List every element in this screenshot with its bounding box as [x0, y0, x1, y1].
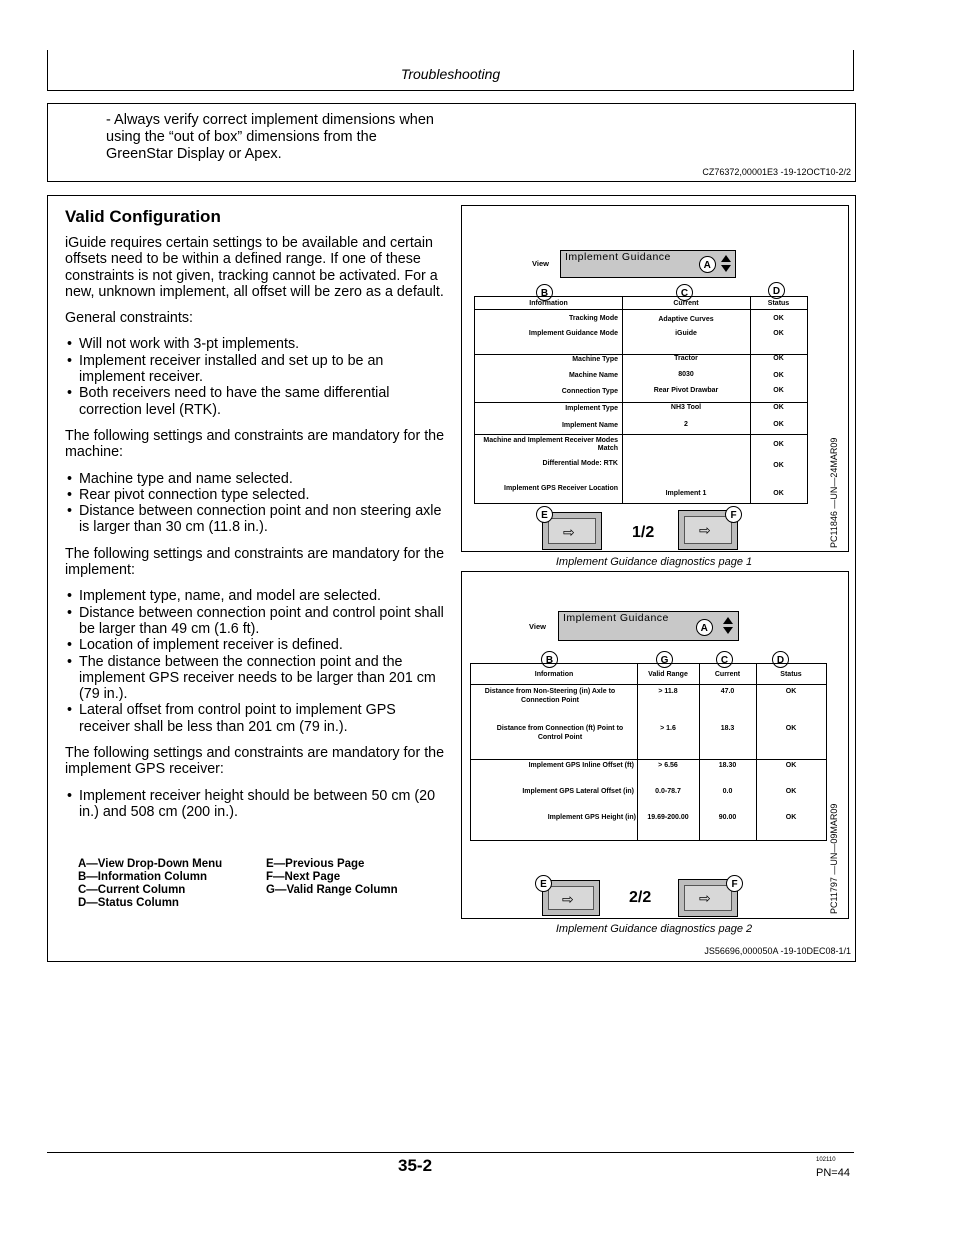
current-cell: 18.3: [720, 725, 735, 732]
view-label: View: [532, 259, 549, 268]
previous-page-icon: ⇨: [562, 891, 574, 907]
general-constraints-label: General constraints:: [65, 310, 193, 327]
current-cell: 18.30: [718, 762, 737, 769]
footer-code: 102110: [816, 1157, 836, 1163]
implement-constraints-label: The following settings and constraints are mandatory for the implement:: [65, 545, 445, 579]
intro-paragraph: iGuide requires certain settings to be available and certain offsets need to be within a defined range. If one of these constraints is not given, tracking cannot be activated. For a new, unknown implement, all offset will be zero as a default.: [65, 235, 444, 300]
header-information: Information: [529, 300, 568, 307]
dropdown-value: Implement Guidance: [565, 251, 671, 263]
general-constraints-list: [65, 336, 447, 417]
status-cell: OK: [773, 330, 784, 337]
current-cell: 8030: [678, 371, 694, 378]
status-cell: OK: [773, 462, 784, 469]
info-cell: Implement GPS Inline Offset (ft): [528, 762, 634, 769]
header-status: Status: [780, 671, 802, 678]
machine-constraints-list: [65, 471, 447, 536]
diagnostics-table: [470, 663, 827, 841]
info-cell: Implement GPS Lateral Offset (in): [522, 788, 634, 795]
header-valid-range: Valid Range: [648, 671, 688, 678]
legend-item: E—Previous Page: [266, 858, 365, 870]
list-item: • Both receivers need to have the same differential correction level (RTK).: [65, 385, 447, 418]
status-cell: OK: [773, 421, 784, 428]
list-item: • Will not work with 3-pt implements.: [65, 336, 447, 352]
arrow-down-icon: [723, 627, 733, 634]
range-cell: 19.69-200.00: [647, 814, 689, 821]
callout-b: B: [536, 284, 553, 301]
callout-f: F: [725, 506, 742, 523]
row-divider: [475, 402, 807, 403]
legend-item: G—Valid Range Column: [266, 884, 398, 896]
footer-rule: [47, 1152, 854, 1153]
header-status: Status: [767, 300, 790, 307]
current-cell: Implement 1: [665, 490, 707, 497]
current-cell: Rear Pivot Drawbar: [653, 387, 719, 394]
list-item: • Implement type, name, and model are selected.: [65, 588, 447, 604]
info-cell: Machine Name: [568, 372, 618, 379]
next-page-icon: ⇨: [699, 890, 711, 906]
header-information: Information: [534, 671, 574, 678]
note-text: - Always verify correct implement dimensions when using the “out of box” dimensions from the GreenStar Display or Apex.: [106, 112, 434, 162]
list-item: • Distance between connection point and control point shall be larger than 49 cm (1.6 ft).: [65, 605, 447, 638]
info-cell: Machine and Implement Receiver Modes Match: [483, 437, 618, 452]
legend-item: D—Status Column: [78, 897, 179, 909]
range-cell: > 6.56: [658, 762, 678, 769]
arrow-up-icon: [721, 255, 731, 262]
row-divider: [475, 309, 807, 310]
status-cell: OK: [785, 814, 797, 821]
info-cell: Distance from Connection (ft) Point to Control Point: [496, 725, 624, 741]
column-divider: [622, 297, 623, 503]
status-cell: OK: [773, 490, 784, 497]
callout-d: D: [768, 282, 785, 299]
note-reference: CZ76372,00001E3 -19-12OCT10-2/2: [702, 167, 851, 177]
list-item: • The distance between the connection point and the implement GPS receiver needs to be larger than 201 cm (79 in.).: [65, 654, 447, 703]
status-cell: OK: [785, 725, 797, 732]
callout-c: C: [676, 284, 693, 301]
list-item: • Distance between connection point and non steering axle is larger than 30 cm (11.8 in.).: [65, 503, 447, 536]
info-cell: Implement GPS Height (in): [547, 814, 636, 821]
list-item: • Implement receiver installed and set up to be an implement receiver.: [65, 353, 447, 386]
status-cell: OK: [773, 315, 784, 322]
status-cell: OK: [773, 387, 784, 394]
current-cell: 47.0: [720, 688, 735, 695]
legend-item: A—View Drop-Down Menu: [78, 858, 223, 870]
figure-2-caption: Implement Guidance diagnostics page 2: [555, 923, 753, 935]
info-cell: Implement Type: [565, 405, 618, 412]
current-cell: 90.00: [718, 814, 737, 821]
current-cell: NH3 Tool: [670, 404, 702, 411]
callout-c: C: [716, 651, 733, 668]
list-item: • Implement receiver height should be between 50 cm (20 in.) and 508 cm (200 in.).: [65, 788, 447, 821]
callout-a: A: [696, 619, 713, 636]
callout-g: G: [656, 651, 673, 668]
section-body: [65, 235, 447, 830]
status-cell: OK: [773, 355, 784, 362]
view-dropdown[interactable]: [560, 250, 736, 278]
footer-pn: PN=44: [816, 1167, 850, 1179]
page-indicator: 2/2: [629, 889, 652, 906]
header-current: Current: [673, 300, 699, 307]
current-cell: 2: [684, 421, 688, 428]
header-title: Troubleshooting: [400, 66, 501, 82]
list-item: • Rear pivot connection type selected.: [65, 487, 447, 503]
status-cell: OK: [773, 441, 784, 448]
next-page-icon: ⇨: [699, 522, 711, 538]
machine-constraints-label: The following settings and constraints are mandatory for the machine:: [65, 427, 445, 461]
info-cell: Tracking Mode: [568, 315, 618, 322]
legend-item: C—Current Column: [78, 884, 186, 896]
callout-e: E: [535, 875, 552, 892]
diagnostics-screen-page-2: [461, 571, 849, 919]
column-divider: [750, 297, 751, 503]
range-cell: 0.0-78.7: [655, 788, 681, 795]
legend-item: F—Next Page: [266, 871, 341, 883]
row-divider: [471, 684, 826, 685]
status-cell: OK: [773, 372, 784, 379]
row-divider: [475, 434, 807, 435]
arrow-down-icon: [721, 265, 731, 272]
info-cell: Distance from Non-Steering (in) Axle to Connection Point: [484, 688, 616, 704]
dropdown-value: Implement Guidance: [563, 612, 669, 624]
view-dropdown[interactable]: [558, 611, 739, 641]
info-cell: Implement Name: [561, 422, 618, 429]
diagnostics-table: [474, 296, 808, 504]
header-current: Current: [714, 671, 741, 678]
current-cell: 0.0: [722, 788, 733, 795]
callout-d: D: [772, 651, 789, 668]
callout-a: A: [699, 256, 716, 273]
current-cell: Tractor: [674, 355, 698, 362]
callout-f: F: [726, 875, 743, 892]
list-item: • Lateral offset from control point to implement GPS receiver shall be less than 201 cm (79 in.).: [65, 702, 447, 735]
info-cell: Implement Guidance Mode: [528, 330, 618, 337]
arrow-up-icon: [723, 617, 733, 624]
list-item: • Machine type and name selected.: [65, 471, 447, 487]
receiver-constraints-list: [65, 788, 447, 821]
current-cell: iGuide: [675, 330, 697, 337]
status-cell: OK: [785, 788, 797, 795]
previous-page-icon: ⇨: [563, 524, 575, 540]
view-label: View: [529, 622, 546, 631]
figure-2-id: PC11797 —UN—09MAR09: [829, 803, 839, 914]
implement-constraints-list: [65, 588, 447, 735]
running-header: [47, 50, 854, 91]
current-cell: Adaptive Curves: [658, 316, 714, 323]
callout-b: B: [541, 651, 558, 668]
range-cell: > 1.6: [660, 725, 676, 732]
section-reference: JS56696,000050A -19-10DEC08-1/1: [704, 946, 851, 956]
receiver-constraints-label: The following settings and constraints are mandatory for the implement GPS receiver:: [65, 745, 445, 778]
status-cell: OK: [785, 688, 797, 695]
page-number: 35-2: [398, 1156, 433, 1175]
legend-item: B—Information Column: [78, 871, 208, 883]
note-box: [47, 103, 856, 182]
row-divider: [471, 759, 826, 760]
info-cell: Implement GPS Receiver Location: [504, 485, 618, 492]
info-cell: Differential Mode: RTK: [542, 460, 618, 467]
section-title: Valid Configuration: [65, 207, 221, 226]
status-cell: OK: [785, 762, 797, 769]
callout-e: E: [536, 506, 553, 523]
status-cell: OK: [773, 404, 784, 411]
list-item: • Location of implement receiver is defined.: [65, 637, 447, 653]
range-cell: > 11.8: [658, 688, 678, 695]
figure-1-caption: Implement Guidance diagnostics page 1: [555, 556, 753, 568]
valid-configuration-section: [47, 195, 856, 962]
diagnostics-screen-page-1: [461, 205, 849, 552]
info-cell: Connection Type: [561, 388, 618, 395]
info-cell: Machine Type: [572, 356, 618, 363]
page-indicator: 1/2: [632, 524, 655, 541]
figure-1-id: PC11846 —UN—24MAR09: [829, 437, 839, 548]
